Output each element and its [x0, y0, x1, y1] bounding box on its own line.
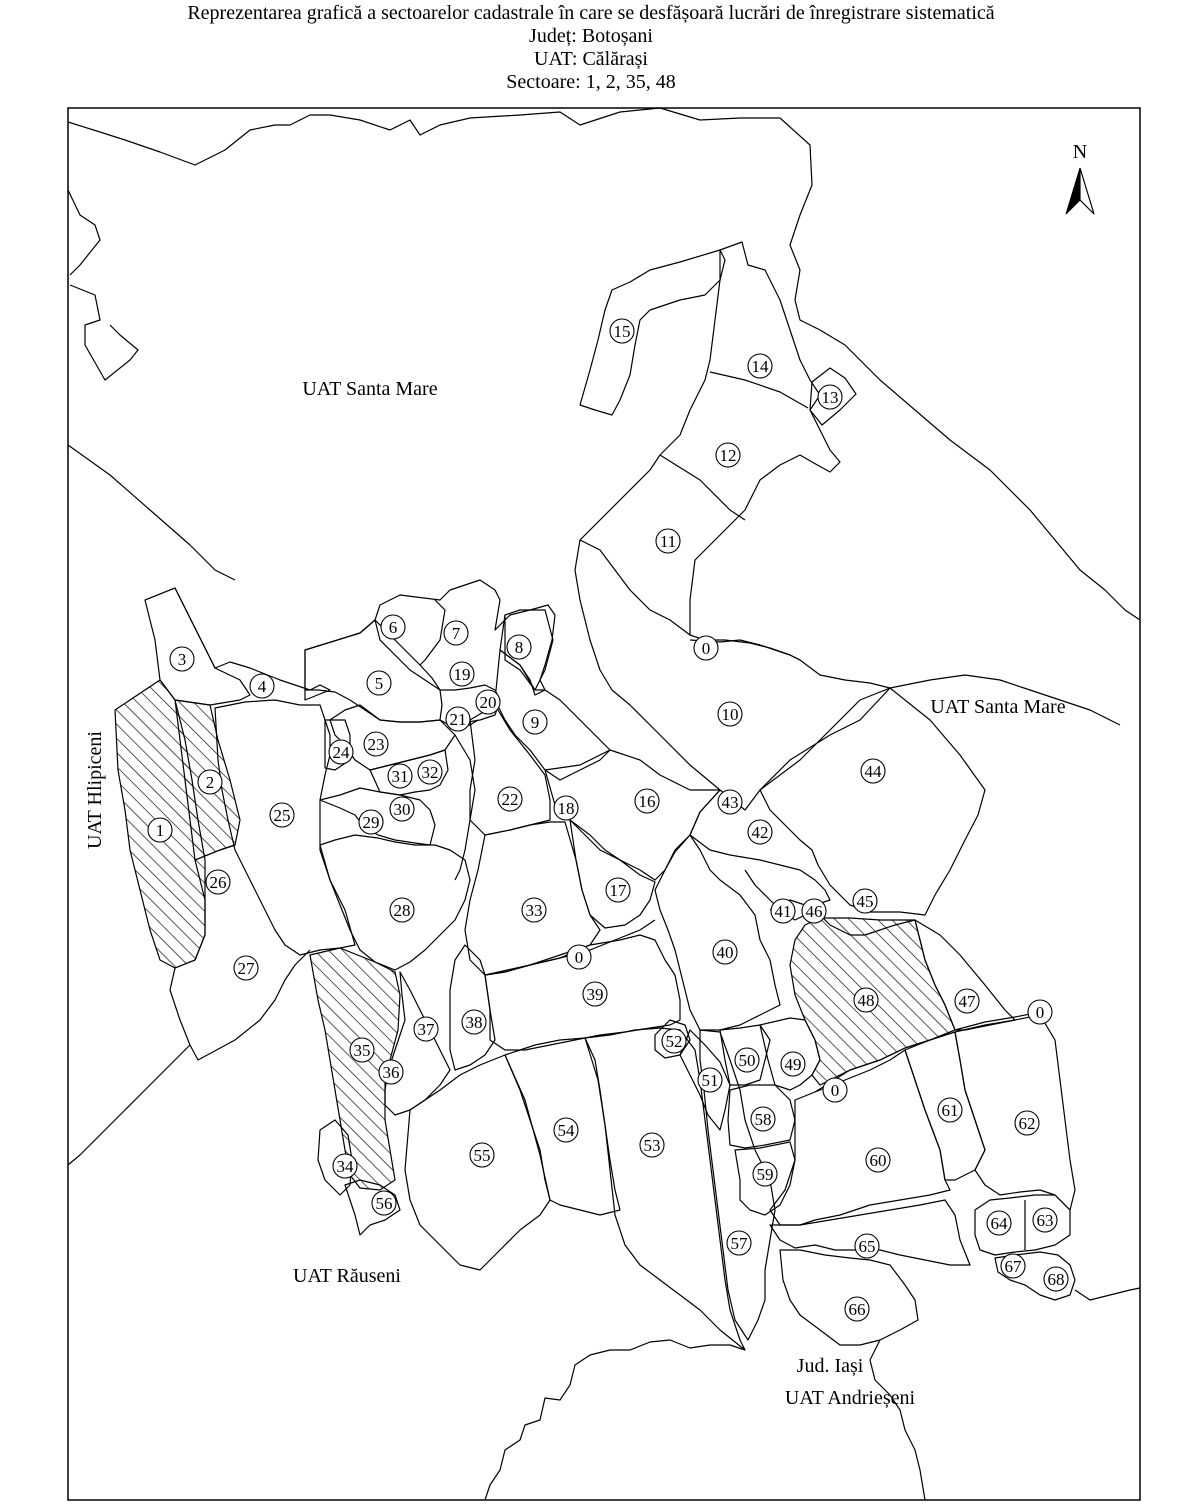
sector-number: 9: [530, 713, 540, 732]
road-line-middle: [485, 920, 655, 975]
sector-number: 13: [821, 388, 839, 407]
sector-label-0: [567, 945, 591, 969]
sector-number: 53: [643, 1136, 661, 1155]
sector-label-67: [1001, 1254, 1025, 1278]
sector-label-3: [170, 647, 194, 671]
sector-number: 38: [465, 1013, 483, 1032]
sector-15-outline: [580, 250, 725, 415]
uat-label: UAT: Călărași: [534, 48, 648, 70]
sector-label-0: [823, 1078, 847, 1102]
sector-label-39: [583, 982, 607, 1006]
sector-label-32: [418, 760, 442, 784]
sector-44-outline: [760, 688, 985, 915]
sector-number: 40: [716, 943, 734, 962]
sector-number: 3: [177, 650, 187, 669]
neighbor-label-hlipiceni: UAT Hlipiceni: [84, 731, 106, 849]
sector-label-34: [333, 1154, 357, 1178]
sector-label-2: [198, 770, 222, 794]
sector-number: 0: [1035, 1003, 1045, 1022]
sector-label-31: [388, 764, 412, 788]
sector-number: 59: [756, 1165, 774, 1184]
sector-label-44: [861, 759, 885, 783]
sector-number: 39: [586, 985, 604, 1004]
sector-label-35: [350, 1038, 374, 1062]
sector-9-outline: [495, 650, 610, 780]
sector-label-40: [713, 940, 737, 964]
sector-17-outline: [570, 820, 655, 928]
map-title: Reprezentarea grafică a sectoarelor cadastrale în care se desfășoară lucrări de înregistrare sistematică: [187, 2, 995, 24]
sector-label-8: [507, 635, 531, 659]
sector-number: 27: [237, 959, 255, 978]
sector-label-30: [390, 797, 414, 821]
sector-label-46: [802, 899, 826, 923]
sector-number: 1: [155, 821, 165, 840]
sector-label-59: [753, 1162, 777, 1186]
sector-number: 62: [1018, 1114, 1036, 1133]
neighbor-label-rauseni: UAT Răuseni: [293, 1265, 401, 1287]
sector-label-42: [748, 820, 772, 844]
sector-label-58: [751, 1107, 775, 1131]
sector-label-0: [1028, 1000, 1052, 1024]
sector-label-9: [523, 710, 547, 734]
sector-label-1: [148, 818, 172, 842]
sector-number: 49: [784, 1055, 802, 1074]
sector-number: 45: [856, 892, 874, 911]
sector-number: 58: [754, 1110, 772, 1129]
sector-number: 41: [774, 902, 792, 921]
sector-number: 37: [417, 1020, 435, 1039]
neighbor-label-santa-mare-nw: UAT Santa Mare: [302, 378, 438, 400]
sector-label-33: [522, 898, 546, 922]
sectors-label: Sectoare: 1, 2, 35, 48: [506, 71, 676, 93]
sector-number: 11: [659, 532, 677, 551]
sector-label-15: [610, 319, 634, 343]
sector-number: 23: [367, 735, 385, 754]
sector-number: 6: [388, 618, 398, 637]
sector-number: 47: [958, 992, 976, 1011]
sector-number: 26: [209, 873, 227, 892]
sector-number: 42: [751, 823, 769, 842]
sector-number: 64: [990, 1214, 1008, 1233]
sector-label-56: [372, 1191, 396, 1215]
sector-number: 8: [514, 638, 524, 657]
sector-label-55: [470, 1143, 494, 1167]
sector-number: 7: [451, 624, 461, 643]
santa-mare-boundary: [68, 445, 235, 580]
sector-number: 0: [574, 948, 584, 967]
sector-number: 35: [353, 1041, 371, 1060]
south-east-boundary: [870, 1340, 925, 1500]
sector-5-outline: [305, 620, 442, 722]
sector-number: 29: [362, 813, 380, 832]
sector-number: 5: [374, 674, 384, 693]
sector-62-outline: [955, 1015, 1075, 1210]
sector-number: 48: [857, 991, 875, 1010]
sector-label-36: [379, 1060, 403, 1084]
sector-label-61: [938, 1098, 962, 1122]
sector-label-29: [359, 810, 383, 834]
west-jagged-boundary: [68, 190, 138, 380]
sector-number: 14: [751, 357, 769, 376]
sector-number: 12: [719, 446, 737, 465]
neighbor-label-santa-mare-e: UAT Santa Mare: [930, 696, 1066, 718]
sector-number: 31: [391, 767, 409, 786]
sector-label-4: [250, 674, 274, 698]
sector-label-28: [390, 898, 414, 922]
sector-number: 21: [449, 710, 467, 729]
west-outer-lower: [68, 1045, 190, 1165]
sector-label-50: [735, 1048, 759, 1072]
sector-number: 66: [848, 1300, 866, 1319]
calarasi-outer-boundary: [145, 580, 555, 700]
sector-label-21: [446, 707, 470, 731]
sector-number: 30: [393, 800, 411, 819]
sector-number: 20: [479, 693, 497, 712]
east-outer-lower: [1075, 1288, 1140, 1300]
sector-number: 61: [941, 1101, 959, 1120]
sector-label-51: [698, 1068, 722, 1092]
sector-number: 15: [613, 322, 631, 341]
sector-number: 67: [1004, 1257, 1022, 1276]
sector-label-43: [718, 790, 742, 814]
north-neighbor-boundary: [68, 108, 1140, 620]
sector-label-48: [854, 988, 878, 1012]
sector-number: 2: [205, 773, 215, 792]
sector-number: 52: [665, 1032, 683, 1051]
sector-number: 0: [830, 1081, 840, 1100]
sector-label-27: [234, 956, 258, 980]
sector-number: 10: [721, 705, 739, 724]
sector-label-63: [1033, 1208, 1057, 1232]
sector-number: 51: [701, 1071, 719, 1090]
sector-label-57: [727, 1231, 751, 1255]
sector-number: 25: [273, 806, 291, 825]
sector-label-12: [716, 443, 740, 467]
sector-label-17: [606, 878, 630, 902]
sector-label-22: [498, 787, 522, 811]
sector-number: 4: [257, 677, 267, 696]
sector-label-18: [554, 796, 578, 820]
sector-number: 68: [1047, 1270, 1065, 1289]
sector-number: 55: [473, 1146, 491, 1165]
sector-label-68: [1044, 1267, 1068, 1291]
sector-number: 46: [805, 902, 823, 921]
sector-number: 18: [557, 799, 575, 818]
sector-label-5: [367, 671, 391, 695]
sector-label-19: [450, 662, 474, 686]
sector-label-0: [694, 636, 718, 660]
sector-number: 65: [858, 1237, 876, 1256]
sector-label-24: [329, 740, 353, 764]
sector-number: 16: [638, 792, 656, 811]
sector-40-outline: [655, 835, 780, 1030]
sector-60-outline: [770, 1050, 950, 1225]
sector-label-38: [462, 1010, 486, 1034]
sector-label-13: [818, 385, 842, 409]
sector-label-37: [414, 1017, 438, 1041]
sector-number: 34: [336, 1157, 354, 1176]
sector-label-23: [364, 732, 388, 756]
sector-label-60: [866, 1148, 890, 1172]
sector-label-47: [955, 989, 979, 1013]
sector-number: 63: [1036, 1211, 1054, 1230]
sector-label-16: [635, 789, 659, 813]
sector-label-7: [444, 621, 468, 645]
sector-label-66: [845, 1297, 869, 1321]
sector-label-41: [771, 899, 795, 923]
sector-number: 36: [382, 1063, 400, 1082]
sector-label-52: [662, 1029, 686, 1053]
sector-number: 33: [525, 901, 543, 920]
sector-number: 17: [609, 881, 627, 900]
sector-7-outline: [420, 600, 445, 665]
sector-66-outline: [780, 1250, 918, 1345]
north-label: N: [1072, 141, 1088, 163]
sector-number: 24: [332, 743, 350, 762]
county-label: Județ: Botoșani: [529, 25, 653, 47]
sector-number: 56: [375, 1194, 393, 1213]
central-divider: [455, 735, 475, 880]
sector-label-11: [656, 529, 680, 553]
neighbor-label-iasi: Jud. Iași: [796, 1355, 864, 1377]
sector-label-53: [640, 1133, 664, 1157]
sector-38-outline: [450, 945, 495, 1070]
sector-label-10: [718, 702, 742, 726]
neighbor-label-andrieseni: UAT Andrieșeni: [784, 1387, 916, 1409]
sector-label-54: [554, 1118, 578, 1142]
sector-number: 54: [557, 1121, 575, 1140]
sector-number: 44: [864, 762, 882, 781]
north-arrow-icon: [1066, 141, 1094, 214]
south-outer-boundary: [485, 1340, 745, 1500]
sector-label-20: [476, 690, 500, 714]
sector-label-45: [853, 889, 877, 913]
sector-label-49: [781, 1052, 805, 1076]
sector-number: 32: [421, 763, 439, 782]
sector-label-25: [270, 803, 294, 827]
sector-label-14: [748, 354, 772, 378]
sector-number: 28: [393, 901, 411, 920]
sector-number: 22: [501, 790, 519, 809]
sector-number: 0: [701, 639, 711, 658]
sector-label-64: [987, 1211, 1011, 1235]
sector-label-26: [206, 870, 230, 894]
sector-14-outline: [580, 242, 840, 635]
sector-labels: [148, 319, 1068, 1321]
sector-number: 43: [721, 793, 739, 812]
sector-number: 57: [730, 1234, 748, 1253]
sector-label-62: [1015, 1111, 1039, 1135]
sector-label-65: [855, 1234, 879, 1258]
sector-number: 60: [869, 1151, 887, 1170]
sector-number: 19: [453, 665, 471, 684]
sector-label-6: [381, 615, 405, 639]
sector-number: 50: [738, 1051, 756, 1070]
